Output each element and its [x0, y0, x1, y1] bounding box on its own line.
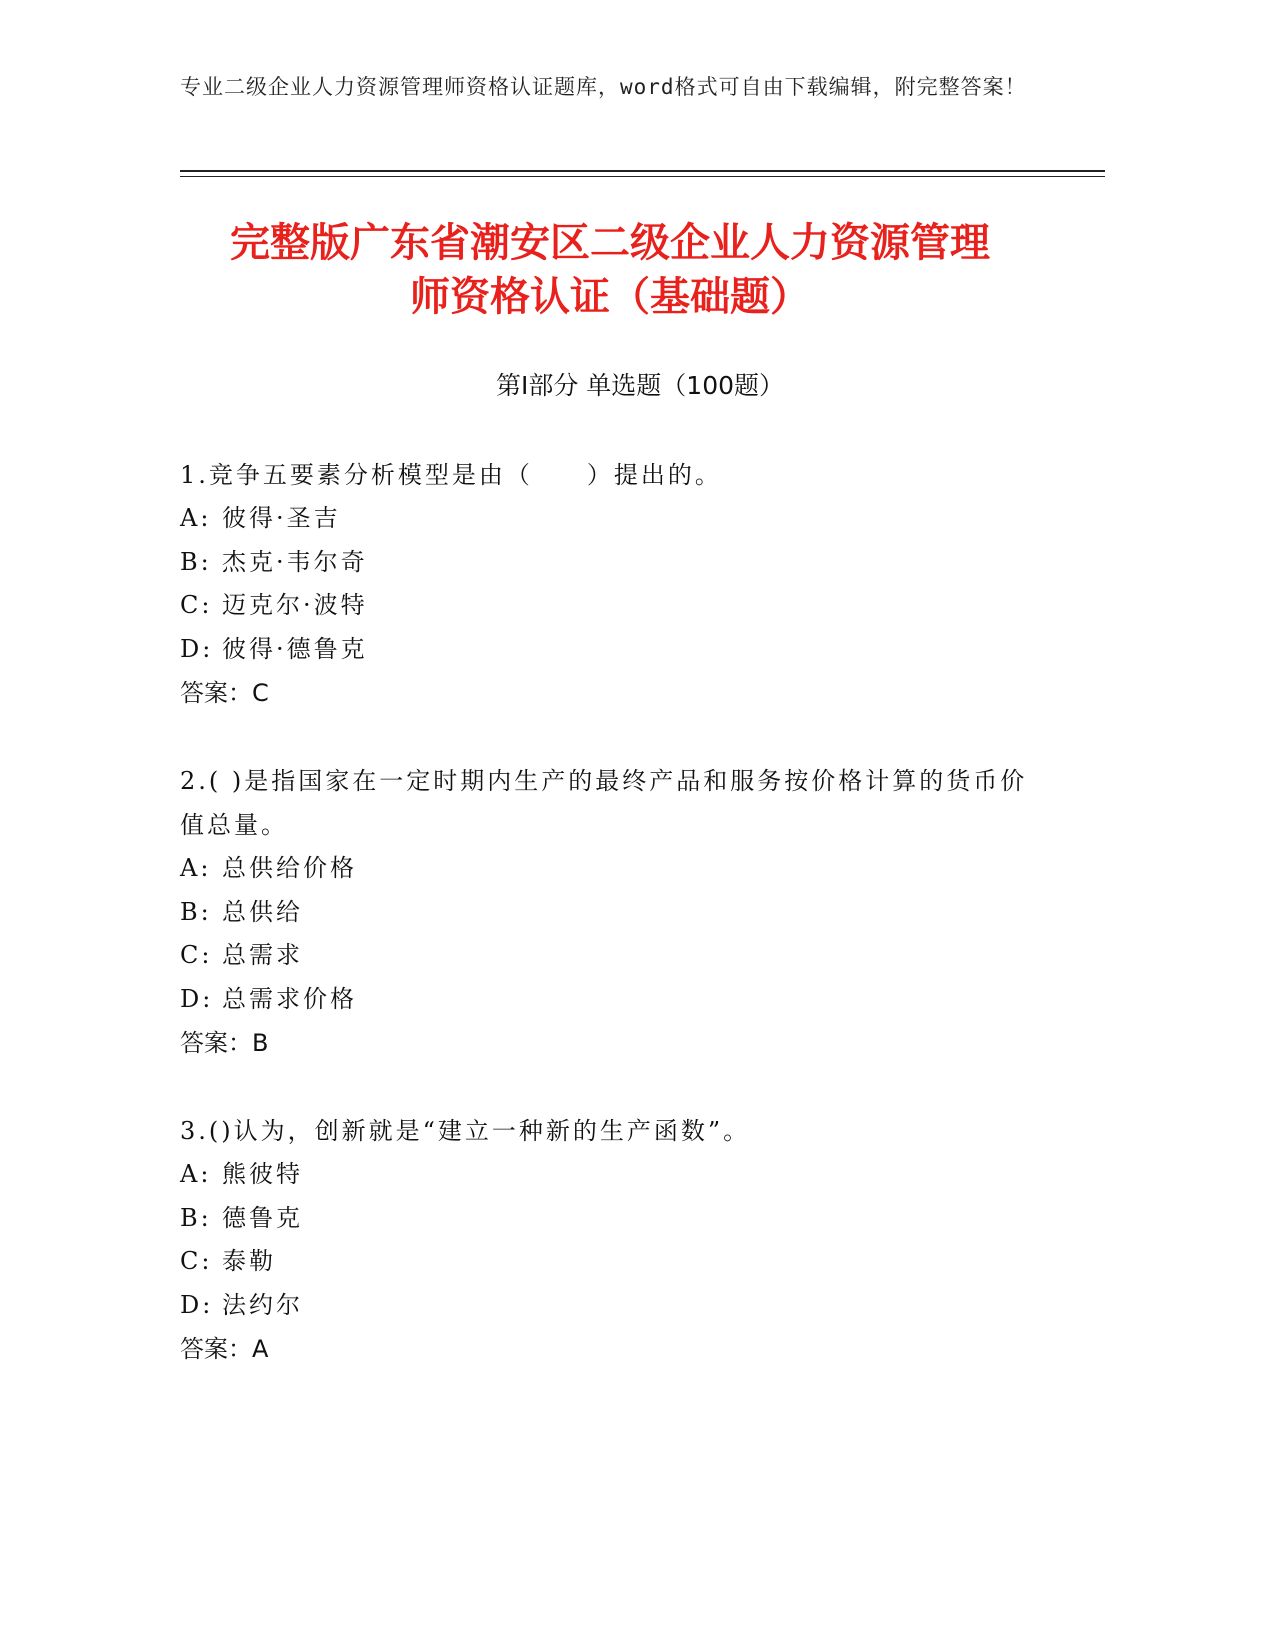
option-b — [180, 541, 1040, 585]
answer-label: 答案：B — [180, 1029, 269, 1057]
option-key: D: — [180, 984, 214, 1013]
section-title: 第Ⅰ部分 单选题（100题） — [495, 371, 785, 400]
option-d — [180, 978, 1040, 1022]
answer-label: 答案：A — [180, 1335, 269, 1363]
option-c — [180, 934, 1040, 978]
option-text: 总供给价格 — [222, 854, 357, 882]
option-c — [180, 1240, 1040, 1284]
option-text: 总需求价格 — [222, 984, 357, 1013]
header-rule-thin — [180, 176, 1105, 177]
header-note: 专业二级企业人力资源管理师资格认证题库，word格式可自由下载编辑，附完整答案！ — [180, 75, 1027, 99]
question-list — [180, 453, 1040, 1415]
option-d — [180, 628, 1040, 672]
header-rule-thick — [180, 170, 1105, 172]
option-key: A: — [180, 854, 212, 882]
option-text: 总需求 — [222, 941, 303, 969]
question-stem: 2.( )是指国家在一定时期内生产的最终产品和服务按价格计算的货币价值总量。 — [180, 767, 1028, 839]
option-a — [180, 847, 1040, 891]
question-stem: 3.()认为，创新就是“建立一种新的生产函数”。 — [180, 1117, 751, 1145]
option-b — [180, 891, 1040, 935]
option-c — [180, 584, 1040, 628]
option-text: 总供给 — [222, 897, 303, 926]
option-b — [180, 1197, 1040, 1241]
option-key: C: — [180, 941, 213, 969]
option-text: 泰勒 — [222, 1247, 276, 1275]
option-key: D: — [180, 634, 214, 663]
option-key: B: — [180, 897, 212, 926]
document-title — [160, 216, 1060, 324]
option-text: 法约尔 — [222, 1290, 303, 1319]
option-key: A: — [180, 1160, 212, 1188]
answer-label: 答案：C — [180, 679, 269, 707]
question-3 — [180, 1109, 1040, 1371]
option-key: B: — [180, 1203, 212, 1232]
option-d — [180, 1284, 1040, 1328]
question-2 — [180, 759, 1040, 1065]
option-key: D: — [180, 1290, 214, 1319]
option-key: C: — [180, 1247, 213, 1275]
document-title-line-2: 师资格认证（基础题） — [410, 274, 810, 320]
option-text: 熊彼特 — [222, 1160, 303, 1188]
question-stem: 1.竞争五要素分析模型是由（ ）提出的。 — [180, 461, 722, 489]
option-a — [180, 1153, 1040, 1197]
option-text: 德鲁克 — [222, 1203, 303, 1232]
option-key: C: — [180, 591, 213, 619]
option-text: 彼得·圣吉 — [222, 504, 341, 532]
option-key: B: — [180, 547, 212, 576]
option-text: 迈克尔·波特 — [222, 591, 368, 619]
option-text: 彼得·德鲁克 — [222, 634, 368, 663]
option-key: A: — [180, 504, 212, 532]
question-1 — [180, 453, 1040, 715]
option-text: 杰克·韦尔奇 — [222, 547, 368, 576]
option-a — [180, 497, 1040, 541]
document-title-line-1: 完整版广东省潮安区二级企业人力资源管理 — [230, 220, 990, 266]
